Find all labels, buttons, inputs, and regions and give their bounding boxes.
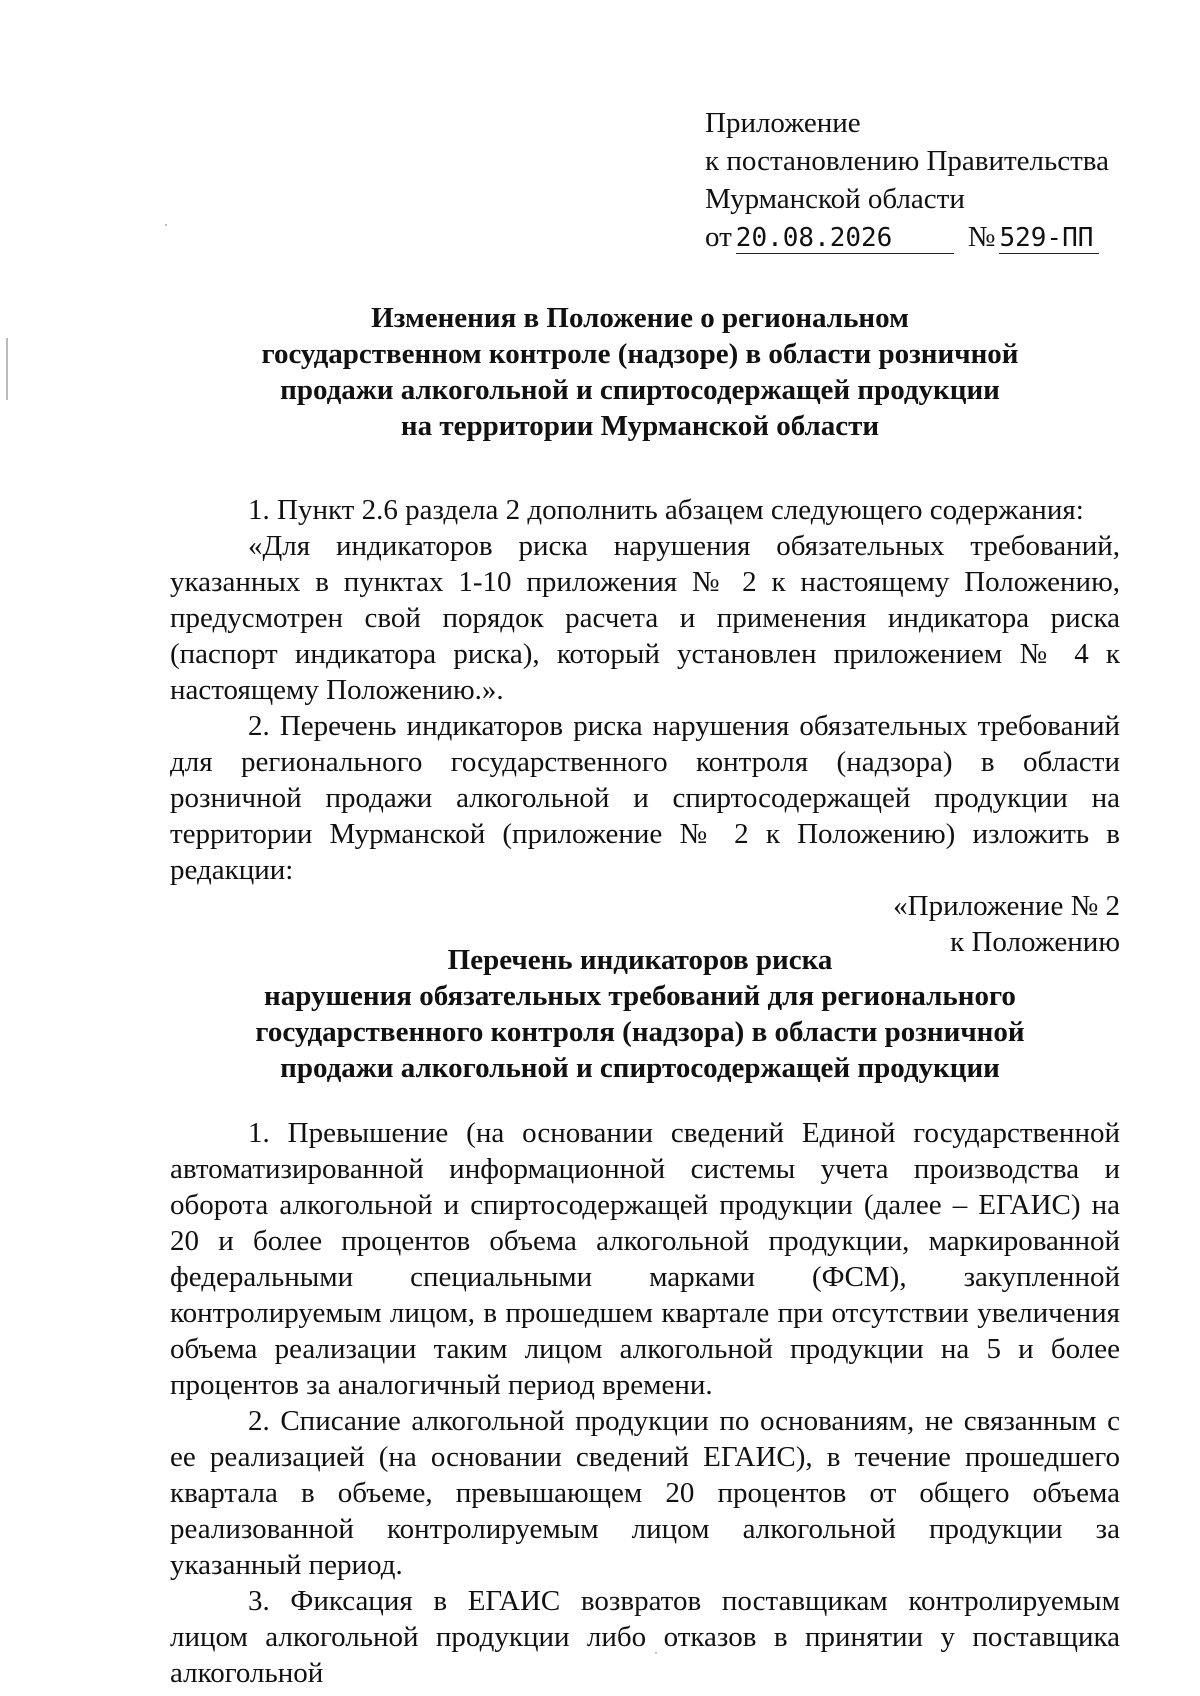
appendix-header xyxy=(705,104,1165,256)
document-title xyxy=(170,300,1110,444)
appendix-resolution-line: к постановлению Правительства xyxy=(705,145,1109,177)
appendix-label: Приложение xyxy=(705,107,861,139)
date-value: 20.08.2026 xyxy=(736,223,954,254)
scan-dot xyxy=(165,224,167,226)
changes-section xyxy=(170,492,1120,960)
title-line: продажи алкогольной и спиртосодержащей продукции xyxy=(280,1052,1000,1084)
title-line: нарушения обязательных требований для регионального xyxy=(264,980,1016,1012)
title-line: продажи алкогольной и спиртосодержащей продукции xyxy=(280,374,1000,406)
indicator-item: 3. Фиксация в ЕГАИС возвратов поставщикам контролируемым лицом алкогольной продукции либо отказов в принятии у поставщика алкогольной xyxy=(170,1585,1120,1689)
title-line: государственном контроле (надзоре) в области розничной xyxy=(261,338,1019,370)
change-paragraph-1: 1. Пункт 2.6 раздела 2 дополнить абзацем следующего содержания: xyxy=(248,494,1084,526)
change-quote-paragraph: «Для индикаторов риска нарушения обязательных требований, указанных в пунктах 1-10 приложения № 2 к настоящему Положению, предусмотрен свой порядок расчета и применения индикатора риска (паспорт индикатора риска), который установлен приложением № 4 к настоящему Положению.». xyxy=(170,530,1120,706)
appendix-region-line: Мурманской области xyxy=(705,183,965,215)
indicator-item: 2. Списание алкогольной продукции по основаниям, не связанным с ее реализацией (на основании сведений ЕГАИС), в течение прошедшего квартала в объеме, превышающем 20 процентов от общего объема реализованной контролируемым лицом алкогольной продукции за указанный период. xyxy=(170,1405,1120,1581)
title-line: Изменения в Положение о региональном xyxy=(371,302,909,334)
title-line: государственного контроля (надзора) в области розничной xyxy=(255,1016,1025,1048)
appendix-ref-line: «Приложение № 2 xyxy=(893,890,1120,922)
appendix-ref-line: к Положению xyxy=(950,926,1120,958)
appendix-date-number-line xyxy=(705,218,1165,256)
title-line: на территории Мурманской области xyxy=(400,410,880,442)
indicators-title xyxy=(170,942,1110,1086)
number-prefix: № xyxy=(967,221,996,253)
date-prefix: от xyxy=(705,221,732,253)
scan-margin-mark xyxy=(6,338,8,400)
indicators-list xyxy=(170,1115,1120,1691)
title-line: Перечень индикаторов риска xyxy=(447,944,833,976)
number-value: 529-ПП xyxy=(999,223,1099,254)
indicator-item: 1. Превышение (на основании сведений Единой государственной автоматизированной информационной системы учета производства и оборота алкогольной и спиртосодержащей продукции (далее – ЕГАИС) на 20 и более процентов объема алкогольной продукции, маркированной федеральными специальными марками (ФСМ), закупленной контролируемым лицом, в прошедшем квартале при отсутствии увеличения объема реализации таким лицом алкогольной продукции на 5 и более процентов за аналогичный период времени. xyxy=(170,1117,1120,1401)
change-paragraph-2: 2. Перечень индикаторов риска нарушения обязательных требований для регионального государственного контроля (надзора) в области розничной продажи алкогольной и спиртосодержащей продукции на территории Мурманской (приложение № 2 к Положению) изложить в редакции: xyxy=(170,710,1120,886)
